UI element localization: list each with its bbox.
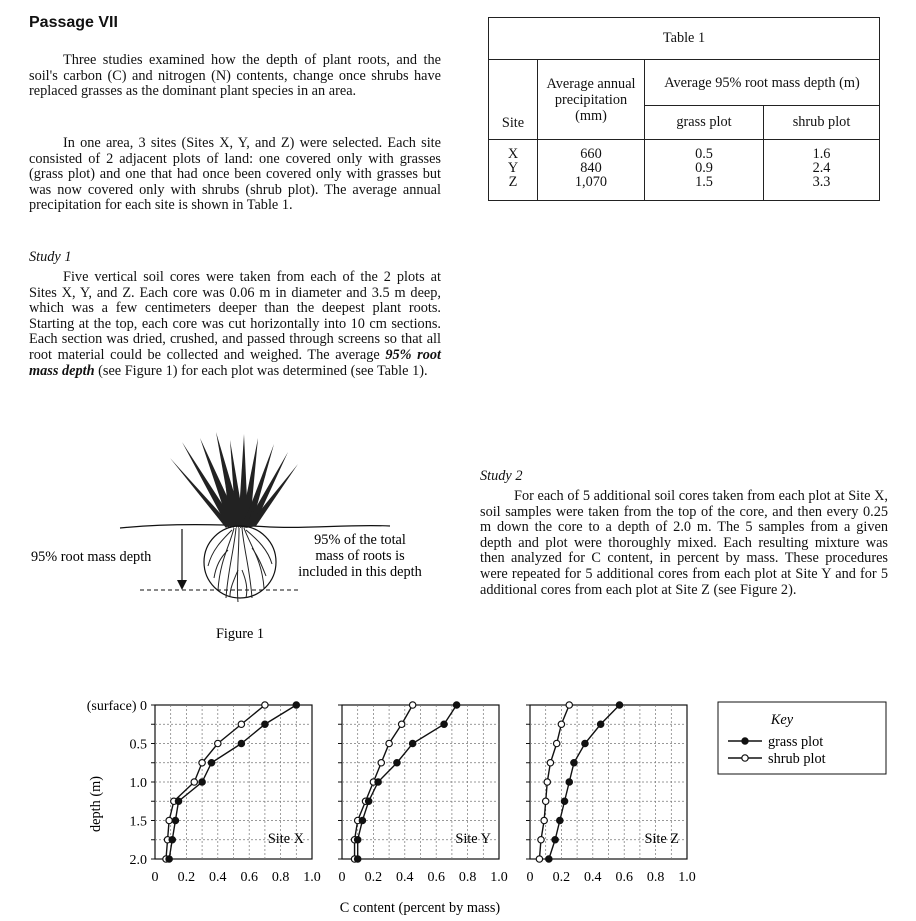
shrub-point	[541, 817, 547, 823]
shrub-point	[553, 740, 559, 746]
grass-point	[552, 837, 558, 843]
grass-point	[355, 856, 361, 862]
y-tick-label: 1.0	[129, 776, 147, 791]
x-tick-label: 0	[526, 870, 534, 885]
table-1	[488, 17, 880, 201]
surface-label: (surface) 0	[86, 699, 147, 714]
site-label: Site X	[267, 831, 304, 847]
grass-point	[208, 760, 214, 766]
y-tick-label: 0.5	[129, 737, 147, 753]
grass-point	[166, 856, 172, 862]
shrub-point	[536, 856, 542, 862]
grass-point	[355, 837, 361, 843]
fig1-right-label-3: included in this depth	[298, 564, 422, 580]
x-tick-label: 0.6	[240, 870, 258, 885]
x-tick-label: 0.2	[552, 870, 571, 885]
intro-paragraph-2	[29, 136, 441, 214]
x-tick-label: 1.0	[303, 870, 321, 885]
root-circle	[204, 526, 276, 598]
shrub-point	[386, 740, 392, 746]
shrub-point	[544, 779, 550, 785]
grass-icon	[170, 432, 298, 528]
x-tick-label: 0.8	[458, 870, 477, 885]
grass-point	[616, 702, 622, 708]
fig1-right-label-1: 95% of the total	[314, 532, 406, 548]
legend-title: Key	[770, 712, 794, 728]
intro-text-2: In one area, 3 sites (Sites X, Y, and Z) were selected. Each site consisted of 2 adjacent plots of land: one covered only with grasses (grass plot) and one that had once been covered only with grasses but was now covered only with shrubs (shrub plot). The average annual precipitation for each site is shown in Table 1.	[29, 135, 441, 214]
grass-point	[238, 740, 244, 746]
grass-point	[375, 779, 381, 785]
grass-point	[172, 817, 178, 823]
study2-heading: Study 2	[480, 468, 523, 484]
grass-point	[365, 798, 371, 804]
table-header-shrub: shrub plot	[764, 106, 880, 140]
shrub-point	[566, 702, 572, 708]
grass-point	[409, 740, 415, 746]
grass-point	[582, 740, 588, 746]
x-tick-label: 0.2	[177, 870, 196, 885]
x-tick-label: 1.0	[678, 870, 696, 885]
legend-shrub-marker	[742, 755, 748, 761]
passage-title: Passage VII	[29, 14, 118, 31]
site-label: Site Y	[455, 831, 491, 847]
x-tick-label: 0.8	[646, 870, 665, 885]
y-tick-label: 1.5	[129, 814, 147, 830]
fig1-left-label: 95% root mass depth	[31, 549, 152, 565]
shrub-point	[199, 760, 205, 766]
grass-point	[561, 798, 567, 804]
grass-point	[175, 798, 181, 804]
grass-point	[441, 721, 447, 727]
legend-grass-label: grass plot	[768, 734, 824, 750]
down-arrow-icon	[177, 580, 187, 590]
grass-point	[597, 721, 603, 727]
intro-text-1: Three studies examined how the depth of plant roots, and the soil's carbon (C) and nitrogen (N) contents, change once shrubs have replaced grasses as the dominant plant species in an area.	[29, 52, 441, 100]
x-tick-label: 0.4	[584, 870, 602, 885]
x-tick-label: 0.4	[396, 870, 414, 885]
shrub-point	[215, 740, 221, 746]
study2-paragraph	[480, 489, 888, 598]
grass-point	[293, 702, 299, 708]
table-shrub-values: 1.6 2.4 3.3	[764, 140, 880, 201]
x-axis-title: C content (percent by mass)	[339, 900, 501, 916]
shrub-point	[543, 798, 549, 804]
grass-point	[169, 837, 175, 843]
legend-grass-marker	[742, 738, 748, 744]
table-grass-values: 0.5 0.9 1.5	[645, 140, 764, 201]
grass-point	[359, 817, 365, 823]
shrub-point	[166, 817, 172, 823]
shrub-point	[262, 702, 268, 708]
shrub-point	[409, 702, 415, 708]
grass-point	[571, 760, 577, 766]
table-sites: X Y Z	[489, 140, 538, 201]
study1-text-b: (see Figure 1) for each plot was determined (see Table 1).	[98, 362, 428, 379]
table-header-depth: Average 95% root mass depth (m)	[645, 60, 880, 106]
shrub-point	[398, 721, 404, 727]
figure-1-caption: Figure 1	[215, 626, 265, 642]
grass-point	[557, 817, 563, 823]
x-tick-label: 0	[151, 870, 159, 885]
shrub-point	[191, 779, 197, 785]
x-tick-label: 0.6	[615, 870, 633, 885]
study2-text: For each of 5 additional soil cores taken from each plot at Site X, soil samples were taken from the top of the core, and then every 0.25 m down the core to a depth of 2.0 m. The 5 samples from a given depth and plot were thoroughly mixed. Each resulting mixture was then analyzed for C content, in percent by mass. These procedures were repeated for 5 additional cores from each plot at Site Y and for 5 additional cores from each plot at Site Z (see Figure 2).	[480, 488, 888, 598]
intro-paragraph-1	[29, 53, 441, 100]
fig1-right-label-2: mass of roots is	[315, 548, 405, 564]
figure-1	[30, 430, 450, 645]
shrub-point	[547, 760, 553, 766]
x-tick-label: 0.4	[209, 870, 227, 885]
study1-paragraph	[29, 270, 441, 379]
figure-2-chart	[0, 690, 916, 921]
table-header-precip: Average annual precipitation (mm)	[538, 60, 645, 140]
grass-point	[453, 702, 459, 708]
study1-text-a: Five vertical soil cores were taken from each of the 2 plots at Sites X, Y, and Z. Each core was 0.06 m in diameter and 3.5 m deep, which was a few centimeters deeper than the deepest plant roots. Starting at the top, each core was cut horizontally into 10 cm sections. Each section was dried, crushed, and passed through screens so that all root material could be collected and weighed. The average	[29, 269, 441, 363]
x-tick-label: 0.2	[364, 870, 383, 885]
y-tick-label: 2.0	[129, 853, 147, 868]
legend-shrub-label: shrub plot	[768, 751, 826, 767]
site-label: Site Z	[644, 831, 679, 847]
grass-point	[546, 856, 552, 862]
shrub-point	[378, 760, 384, 766]
y-axis-title: depth (m)	[88, 776, 104, 832]
grass-point	[566, 779, 572, 785]
x-tick-label: 0.8	[271, 870, 290, 885]
study1-heading: Study 1	[29, 249, 72, 265]
x-tick-label: 1.0	[490, 870, 508, 885]
table-header-grass: grass plot	[645, 106, 764, 140]
grass-point	[199, 779, 205, 785]
x-tick-label: 0.6	[427, 870, 445, 885]
grass-point	[394, 760, 400, 766]
shrub-point	[538, 837, 544, 843]
shrub-point	[238, 721, 244, 727]
study1-term: 95% root mass depth	[29, 346, 441, 379]
table-precip-values: 660 840 1,070	[538, 140, 645, 201]
grass-point	[262, 721, 268, 727]
x-tick-label: 0	[338, 870, 346, 885]
table-title: Table 1	[489, 18, 880, 60]
shrub-point	[558, 721, 564, 727]
table-header-site: Site	[489, 60, 538, 140]
